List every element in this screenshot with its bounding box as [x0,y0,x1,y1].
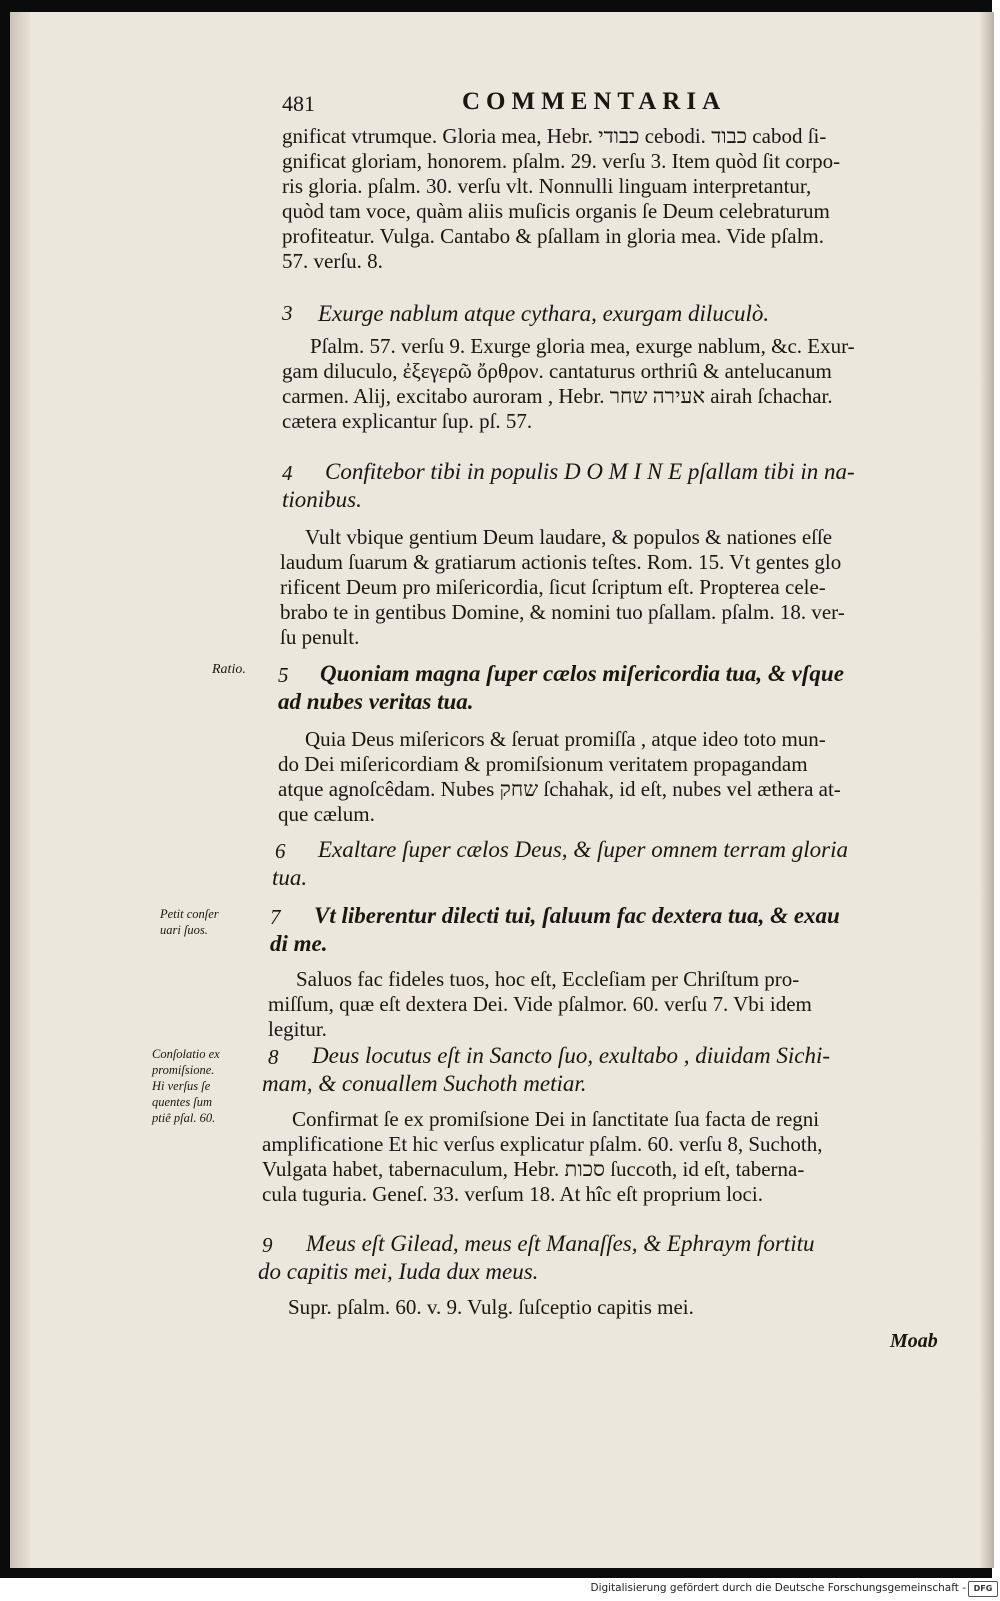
body-line: 57. verſu. 8. [282,249,383,273]
verse-number: 7 [270,905,281,929]
commentary-line: que cælum. [278,802,375,826]
page-gutter-shadow [10,12,30,1568]
verse-text: Confitebor tibi in populis D O M I N E pſallam tibi in na- [325,459,855,484]
body-line: profiteatur. Vulga. Cantabo & pſallam in gloria mea. Vide pſalm. [282,224,824,248]
commentary-line: rificent Deum pro miſericordia, ſicut ſcriptum eſt. Propterea cele- [280,575,826,599]
commentary-line: Confirmat ſe ex promiſsione Dei in ſanctitate ſua facta de regni [292,1107,820,1131]
margin-note-consolatio: ptiê pſal. 60. [152,1111,216,1125]
verse-number: 8 [268,1045,279,1069]
commentary-line: legitur. [268,1017,327,1041]
commentary-line: Saluos fac fideles tuos, hoc eſt, Eccleſiam per Chriſtum pro- [296,967,800,991]
verse-text: tionibus. [282,487,362,512]
verse-text: ad nubes veritas tua. [278,689,474,714]
commentary-line: miſſum, quæ eſt dextera Dei. Vide pſalmor. 60. verſu 7. Vbi idem [268,992,812,1016]
page-number: 481 [282,91,315,116]
commentary-line: amplificatione Et hic verſus explicatur pſalm. 60. verſu 8, Suchoth, [262,1132,823,1156]
margin-note-consolatio: promiſsione. [152,1063,215,1077]
commentary-line: brabo te in gentibus Domine, & nomini tuo pſallam. pſalm. 18. ver- [280,600,845,624]
body-line: gnificat vtrumque. Gloria mea, Hebr. כבודי cebodi. כבוד cabod ſi- [282,124,827,148]
verse-number: 5 [278,663,289,687]
margin-note-petit: Petit conſer [160,907,219,921]
verse-text: tua. [272,865,308,890]
commentary-line: do Dei miſericordiam & promiſsionum veritatem propagandam [278,752,808,776]
verse-text: mam, & conuallem Suchoth metiar. [262,1071,587,1096]
verse-text: Deus locutus eſt in Sancto ſuo, exultabo , diuidam Sichi- [312,1043,831,1068]
body-line: gnificat gloriam, honorem. pſalm. 29. verſu 3. Item quòd ſit corpo- [282,149,841,173]
verse-number: 4 [282,461,293,485]
footer-credit: Digitalisierung gefördert durch die Deutsche Forschungsgemeinschaft - [590,1582,966,1594]
verse-text: Vt liberentur dilecti tui, ſaluum fac dextera tua, & exau [314,903,840,928]
dfg-logo-icon: DFG [968,1581,998,1597]
verse-text: Quoniam magna ſuper cælos miſericordia tua, & vſque [320,661,844,686]
commentary-line: cula tuguria. Geneſ. 33. verſum 18. At hîc eſt proprium loci. [262,1182,763,1206]
verse-text: Meus eſt Gilead, meus eſt Manaſſes, & Ephraym fortitu [306,1231,815,1256]
commentary-line: cætera explicantur ſup. pſ. 57. [282,409,533,433]
verse-text: Exurge nablum atque cythara, exurgam diluculò. [318,301,770,326]
verse-text: do capitis mei, Iuda dux meus. [258,1259,539,1284]
body-line: ris gloria. pſalm. 30. verſu vlt. Nonnulli linguam interpretantur, [282,174,812,198]
running-title: COMMENTARIA [462,88,727,115]
commentary-line: gam diluculo, ἐξεγερῶ ὄρθρον. cantaturus orthriû & antelucanum [282,359,832,383]
commentary-line: Pſalm. 57. verſu 9. Exurge gloria mea, exurge nablum, &c. Exur- [310,334,855,358]
verse-number: 3 [282,301,293,325]
verse-text: Exaltare ſuper cælos Deus, & ſuper omnem terram gloria [318,837,849,862]
commentary-line: Vulgata habet, tabernaculum, Hebr. סכות ſuccoth, id eſt, taberna- [262,1157,805,1181]
verse-number: 6 [275,839,286,863]
verse-number: 9 [262,1233,273,1257]
footer-bar [0,1578,1000,1601]
margin-note-petit: uari ſuos. [160,923,208,937]
commentary-line: Quia Deus miſericors & ſeruat promiſſa , atque ideo toto mun- [305,727,826,751]
verse-text: di me. [270,931,328,956]
commentary-line: Supr. pſalm. 60. v. 9. Vulg. ſuſceptio capitis mei. [288,1295,694,1319]
commentary-line: atque agnoſcêdam. Nubes שחק ſchahak, id eſt, nubes vel æthera at- [278,777,841,801]
body-line: quòd tam voce, quàm aliis muſicis organis ſe Deum celebraturum [282,199,830,223]
commentary-line: Vult vbique gentium Deum laudare, & populos & nationes eſſe [305,525,833,549]
commentary-line: ſu penult. [280,625,360,649]
margin-note-consolatio: Conſolatio ex [152,1047,220,1061]
catchword: Moab [890,1330,938,1352]
commentary-line: laudum ſuarum & gratiarum actionis teſtes. Rom. 15. Vt gentes glo [280,550,842,574]
margin-note-ratio: Ratio. [212,662,246,677]
margin-note-consolatio: Hi verſus ſe [152,1079,211,1093]
margin-note-consolatio: quentes ſum [152,1095,213,1109]
commentary-line: carmen. Alij, excitabo auroram , Hebr. אעירה שחר airah ſchachar. [282,384,833,408]
page-edge-shadow [980,12,994,1568]
